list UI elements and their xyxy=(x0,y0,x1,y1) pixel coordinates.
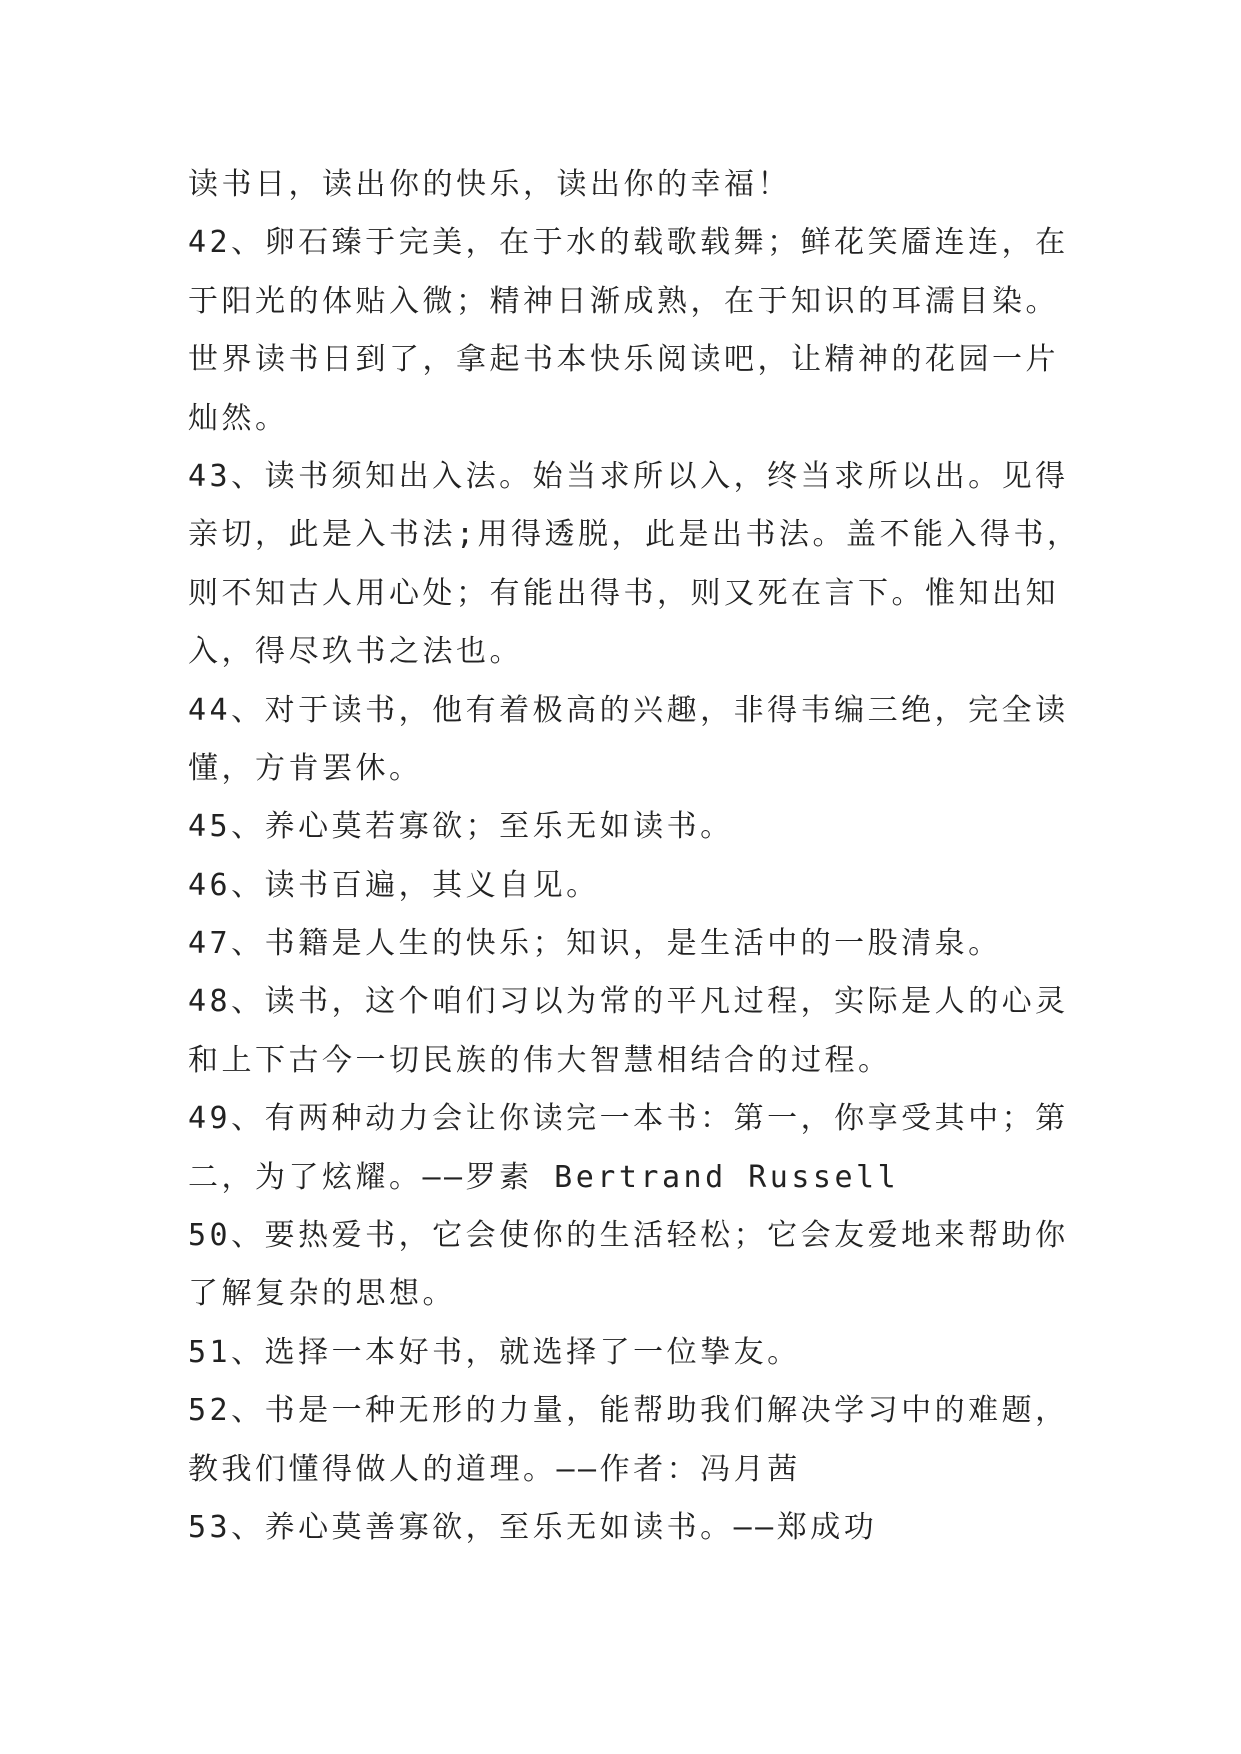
text-line: 亲切，此是入书法;用得透脱，此是出书法。盖不能入得书， xyxy=(188,517,1081,553)
text-line: 读书日，读出你的快乐，读出你的幸福！ xyxy=(188,167,791,202)
text-line: 52、书是一种无形的力量，能帮助我们解决学习中的难题， xyxy=(188,1393,1069,1429)
text-line: 42、卵石臻于完美，在于水的载歌载舞；鲜花笑靥连连，在 xyxy=(188,225,1069,261)
text-line: 懂，方肯罢休。 xyxy=(188,750,423,786)
text-line: 49、有两种动力会让你读完一本书：第一，你享受其中；第 xyxy=(188,1101,1069,1137)
text-line: 了解复杂的思想。 xyxy=(188,1276,456,1312)
document-body xyxy=(188,156,1088,1557)
text-line: 灿然。 xyxy=(188,400,289,436)
text-line: 44、对于读书，他有着极高的兴趣，非得韦编三绝，完全读 xyxy=(188,692,1069,728)
text-line: 47、书籍是人生的快乐；知识，是生活中的一股清泉。 xyxy=(188,926,1002,962)
text-line: 则不知古人用心处；有能出得书，则又死在言下。惟知出知 xyxy=(188,575,1059,611)
text-line: 世界读书日到了，拿起书本快乐阅读吧，让精神的花园一片 xyxy=(188,342,1059,378)
text-line: 46、读书百遍，其义自见。 xyxy=(188,867,600,903)
text-line: 教我们懂得做人的道理。——作者：冯月茜 xyxy=(188,1451,801,1487)
text-line: 于阳光的体贴入微；精神日渐成熟，在于知识的耳濡目染。 xyxy=(188,283,1059,319)
text-line: 和上下古今一切民族的伟大智慧相结合的过程。 xyxy=(188,1042,892,1078)
text-line: 48、读书，这个咱们习以为常的平凡过程，实际是人的心灵 xyxy=(188,984,1069,1020)
text-line: 二，为了炫耀。——罗素 Bertrand Russell xyxy=(188,1159,900,1195)
text-line: 45、养心莫若寡欲；至乐无如读书。 xyxy=(188,809,734,845)
text-line: 43、读书须知出入法。始当求所以入，终当求所以出。见得 xyxy=(188,458,1069,494)
text-line: 51、选择一本好书，就选择了一位挚友。 xyxy=(188,1334,801,1370)
text-line: 53、养心莫善寡欲，至乐无如读书。——郑成功 xyxy=(188,1509,878,1545)
text-line: 入，得尽玖书之法也。 xyxy=(188,634,523,670)
text-line: 50、要热爱书，它会使你的生活轻松；它会友爱地来帮助你 xyxy=(188,1218,1069,1254)
